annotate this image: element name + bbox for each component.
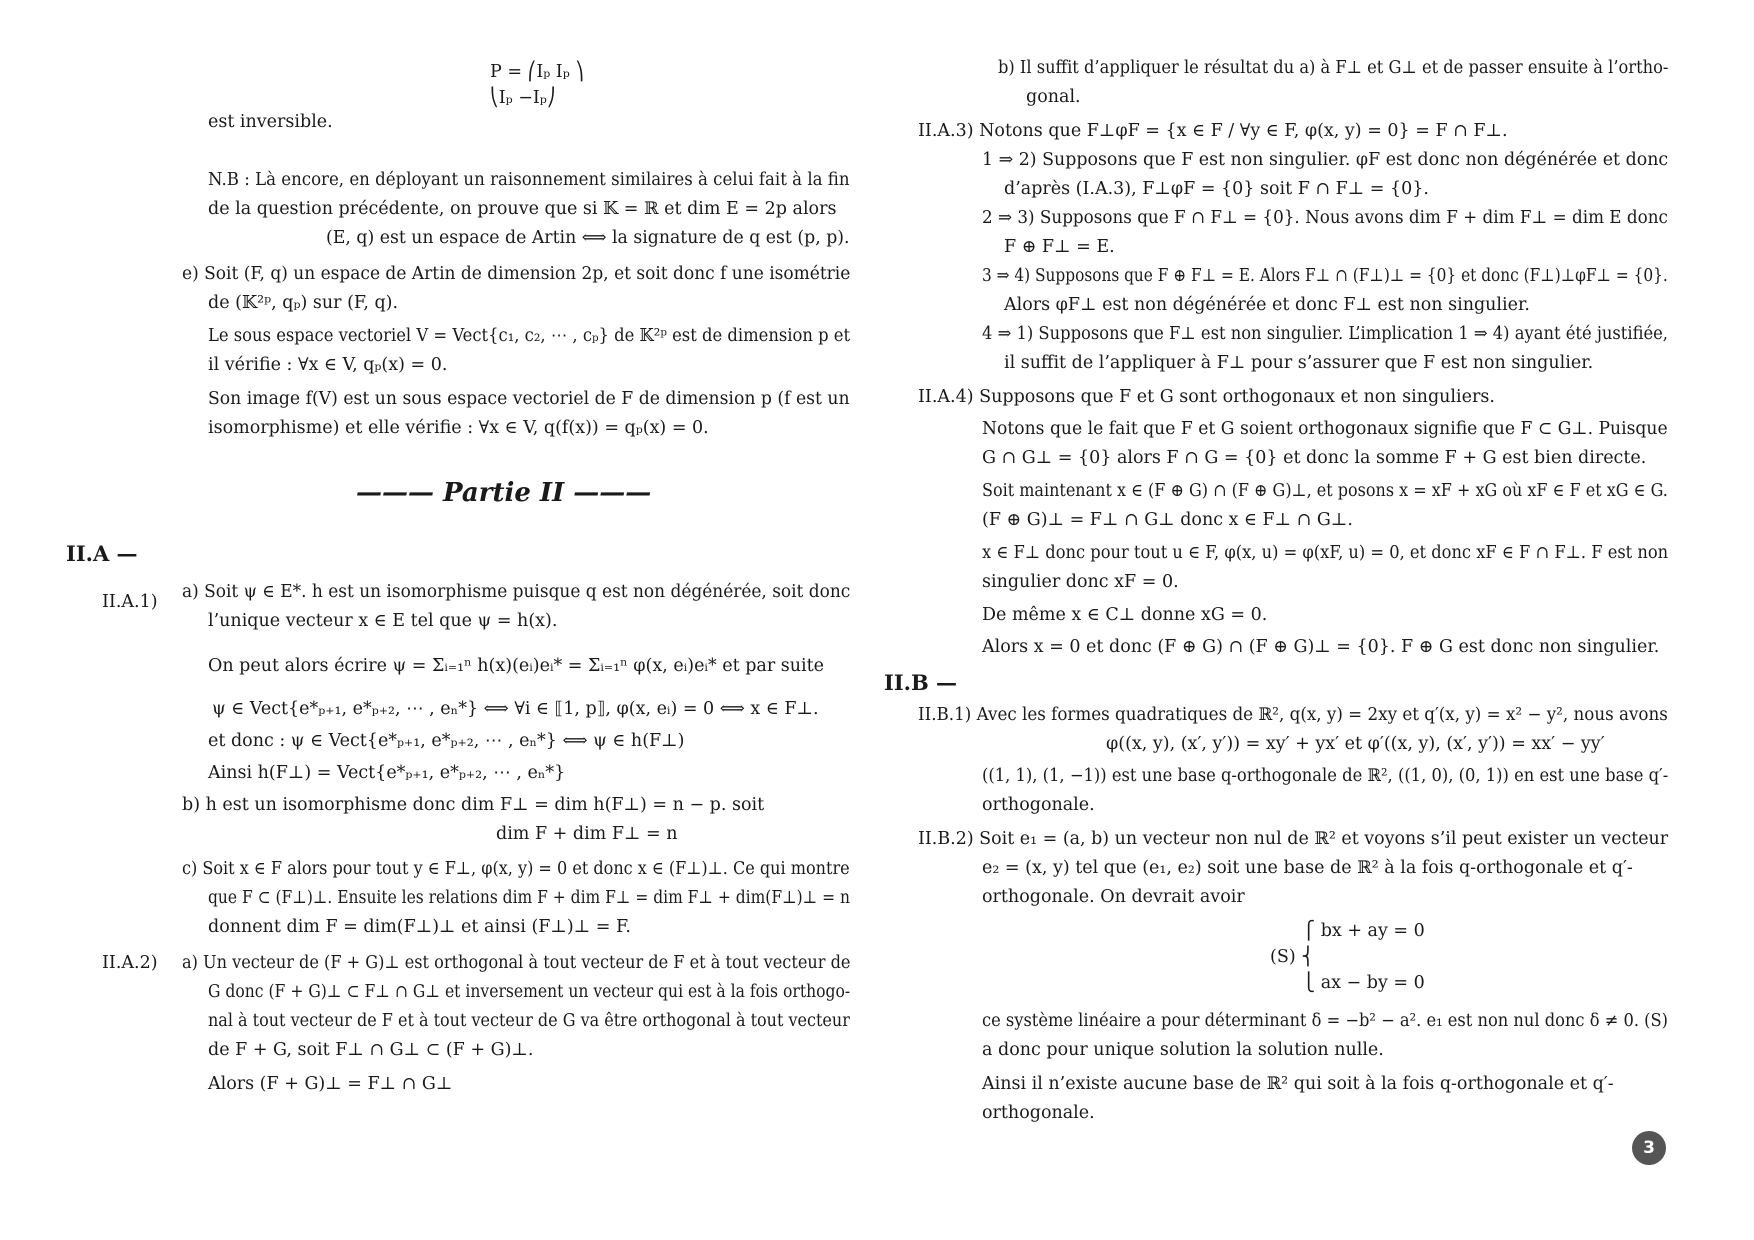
right-text-line: a donc pour unique solution la solution nulle. xyxy=(982,1040,1384,1060)
right-text-line: singulier donc xF = 0. xyxy=(982,572,1179,592)
left-text-line: c) Soit x ∈ F alors pour tout y ∈ F⊥, φ(x, y) = 0 et donc x ∈ (F⊥)⊥. Ce qui montre xyxy=(182,859,850,879)
left-text-line: II.A.1) xyxy=(102,592,158,612)
right-text-line: G ∩ G⊥ = {0} alors F ∩ G = {0} et donc la somme F + G est bien directe. xyxy=(982,448,1647,468)
right-text-line: gonal. xyxy=(1026,87,1081,107)
right-text-line: (F ⊕ G)⊥ = F⊥ ∩ G⊥ donc x ∈ F⊥ ∩ G⊥. xyxy=(982,510,1353,530)
right-text-line: e₂ = (x, y) tel que (e₁, e₂) soit une base de ℝ² à la fois q-orthogonale et q′- xyxy=(982,858,1633,878)
page-number-badge: 3 xyxy=(1632,1131,1666,1165)
right-text-line: (S) ⎨ xyxy=(1270,947,1315,967)
right-text-line: Ainsi il n’existe aucune base de ℝ² qui soit à la fois q-orthogonale et q′- xyxy=(982,1074,1614,1094)
right-text-line: De même x ∈ C⊥ donne xG = 0. xyxy=(982,605,1268,625)
right-text-line: II.A.4) Supposons que F et G sont orthogonaux et non singuliers. xyxy=(918,387,1495,407)
left-text-line: (E, q) est un espace de Artin ⟺ la signature de q est (p, p). xyxy=(326,228,850,248)
right-text-line: Notons que le fait que F et G soient orthogonaux signifie que F ⊂ G⊥. Puisque xyxy=(982,419,1668,439)
right-text-line: orthogonale. On devrait avoir xyxy=(982,887,1245,907)
right-text-line: orthogonale. xyxy=(982,795,1095,815)
left-text-line: est inversible. xyxy=(208,112,333,132)
right-text-line: 3 ⇒ 4) Supposons que F ⊕ F⊥ = E. Alors F⊥ ∩ (F⊥)⊥ = {0} et donc (F⊥)⊥φF⊥ = {0}. xyxy=(982,266,1668,286)
left-text-line: On peut alors écrire ψ = Σᵢ₌₁ⁿ h(x)(eᵢ)eᵢ* = Σᵢ₌₁ⁿ φ(x, eᵢ)eᵢ* et par suite xyxy=(208,656,825,676)
right-text-line: II.B.1) Avec les formes quadratiques de ℝ², q(x, y) = 2xy et q′(x, y) = x² − y², nous avons xyxy=(918,705,1668,725)
left-text-line: Le sous espace vectoriel V = Vect{c₁, c₂, ⋯ , cₚ} de 𝕂²ᵖ est de dimension p et xyxy=(208,326,851,346)
right-text-line: II.A.3) Notons que F⊥φF = {x ∈ F / ∀y ∈ F, φ(x, y) = 0} = F ∩ F⊥. xyxy=(918,121,1508,141)
right-text-line: II.B.2) Soit e₁ = (a, b) un vecteur non nul de ℝ² et voyons s’il peut exister un vecteur xyxy=(918,829,1669,849)
left-text-line: a) Un vecteur de (F + G)⊥ est orthogonal à tout vecteur de F et à tout vecteur de xyxy=(182,953,851,973)
left-text-line: Alors (F + G)⊥ = F⊥ ∩ G⊥ xyxy=(208,1074,453,1094)
left-text-line: Son image f(V) est un sous espace vectoriel de F de dimension p (f est un xyxy=(208,389,850,409)
right-text-line: ⎧ bx + ay = 0 xyxy=(1302,921,1425,941)
left-text-line: isomorphisme) et elle vérifie : ∀x ∈ V, q(f(x)) = qₚ(x) = 0. xyxy=(208,418,709,438)
left-text-line: e) Soit (F, q) un espace de Artin de dimension 2p, et soit donc f une isométrie xyxy=(182,264,851,284)
right-text-line: Alors x = 0 et donc (F ⊕ G) ∩ (F ⊕ G)⊥ = {0}. F ⊕ G est donc non singulier. xyxy=(982,637,1660,657)
right-text-line: Soit maintenant x ∈ (F ⊕ G) ∩ (F ⊕ G)⊥, et posons x = xF + xG où xF ∈ F et xG ∈ G. xyxy=(982,481,1668,501)
left-text-line: nal à tout vecteur de F et à tout vecteur de G va être orthogonal à tout vecteur xyxy=(208,1011,850,1031)
left-text-line: P = ⎛Iₚ Iₚ ⎞ xyxy=(490,62,585,82)
left-text-line: a) Soit ψ ∈ E*. h est un isomorphisme puisque q est non dégénérée, soit donc xyxy=(182,582,851,602)
right-text-line: 1 ⇒ 2) Supposons que F est non singulier. φF est donc non dégénérée et donc xyxy=(982,150,1669,170)
right-text-line: Alors φF⊥ est non dégénérée et donc F⊥ est non singulier. xyxy=(1004,295,1530,315)
right-text-line: F ⊕ F⊥ = E. xyxy=(1004,237,1115,257)
left-text-line: donnent dim F = dim(F⊥)⊥ et ainsi (F⊥)⊥ = F. xyxy=(208,917,631,937)
left-text-line: l’unique vecteur x ∈ E tel que ψ = h(x). xyxy=(208,611,558,631)
left-text-line: II.A.2) xyxy=(102,953,158,973)
part-title: ——— Partie II ——— xyxy=(356,478,652,508)
left-text-line: que F ⊂ (F⊥)⊥. Ensuite les relations dim F + dim F⊥ = dim F⊥ + dim(F⊥)⊥ = n xyxy=(208,888,850,908)
right-text-line: il suffit de l’appliquer à F⊥ pour s’assurer que F est non singulier. xyxy=(1004,353,1594,373)
right-text-line: d’après (I.A.3), F⊥φF = {0} soit F ∩ F⊥ = {0}. xyxy=(1004,179,1429,199)
right-text-line: ⎩ ax − by = 0 xyxy=(1302,973,1425,993)
left-text-line: de F + G, soit F⊥ ∩ G⊥ ⊂ (F + G)⊥. xyxy=(208,1040,534,1060)
left-text-line: ψ ∈ Vect{e*ₚ₊₁, e*ₚ₊₂, ⋯ , eₙ*} ⟺ ∀i ∈ ⟦1, p⟧, φ(x, eᵢ) = 0 ⟺ x ∈ F⊥. xyxy=(212,699,819,719)
left-text-line: de la question précédente, on prouve que si 𝕂 = ℝ et dim E = 2p alors xyxy=(208,199,837,219)
section-heading-a: II.A — xyxy=(66,541,138,566)
left-text-line: dim F + dim F⊥ = n xyxy=(496,824,678,844)
left-text-line: il vérifie : ∀x ∈ V, qₚ(x) = 0. xyxy=(208,355,448,375)
right-text-line: ce système linéaire a pour déterminant δ = −b² − a². e₁ est non nul donc δ ≠ 0. (S) xyxy=(982,1011,1668,1031)
left-text-line: de (𝕂²ᵖ, qₚ) sur (F, q). xyxy=(208,293,399,313)
left-text-line: N.B : Là encore, en déployant un raisonnement similaires à celui fait à la fin xyxy=(208,170,850,190)
right-text-line: orthogonale. xyxy=(982,1103,1095,1123)
left-text-line: ⎝Iₚ −Iₚ⎠ xyxy=(490,88,556,108)
right-text-line: b) Il suffit d’appliquer le résultat du a) à F⊥ et G⊥ et de passer ensuite à l’ortho- xyxy=(998,58,1669,78)
left-text-line: Ainsi h(F⊥) = Vect{e*ₚ₊₁, e*ₚ₊₂, ⋯ , eₙ*} xyxy=(208,763,566,783)
right-text-line: 4 ⇒ 1) Supposons que F⊥ est non singulier. L’implication 1 ⇒ 4) ayant été justifiée, xyxy=(982,324,1668,344)
right-text-line: ((1, 1), (1, −1)) est une base q-orthogonale de ℝ², ((1, 0), (0, 1)) en est une base q′- xyxy=(982,766,1669,786)
right-text-line: 2 ⇒ 3) Supposons que F ∩ F⊥ = {0}. Nous avons dim F + dim F⊥ = dim E donc xyxy=(982,208,1668,228)
right-text-line: φ((x, y), (x′, y′)) = xy′ + yx′ et φ′((x, y), (x′, y′)) = xx′ − yy′ xyxy=(1106,734,1605,754)
left-text-line: b) h est un isomorphisme donc dim F⊥ = dim h(F⊥) = n − p. soit xyxy=(182,795,765,815)
right-text-line: x ∈ F⊥ donc pour tout u ∈ F, φ(x, u) = φ(xF, u) = 0, et donc xF ∈ F ∩ F⊥. F est non xyxy=(982,543,1669,563)
left-text-line: G donc (F + G)⊥ ⊂ F⊥ ∩ G⊥ et inversement un vecteur qui est à la fois orthogo- xyxy=(208,982,851,1002)
section-heading-b: II.B — xyxy=(884,670,958,695)
left-text-line: et donc : ψ ∈ Vect{e*ₚ₊₁, e*ₚ₊₂, ⋯ , eₙ*} ⟺ ψ ∈ h(F⊥) xyxy=(208,731,685,751)
